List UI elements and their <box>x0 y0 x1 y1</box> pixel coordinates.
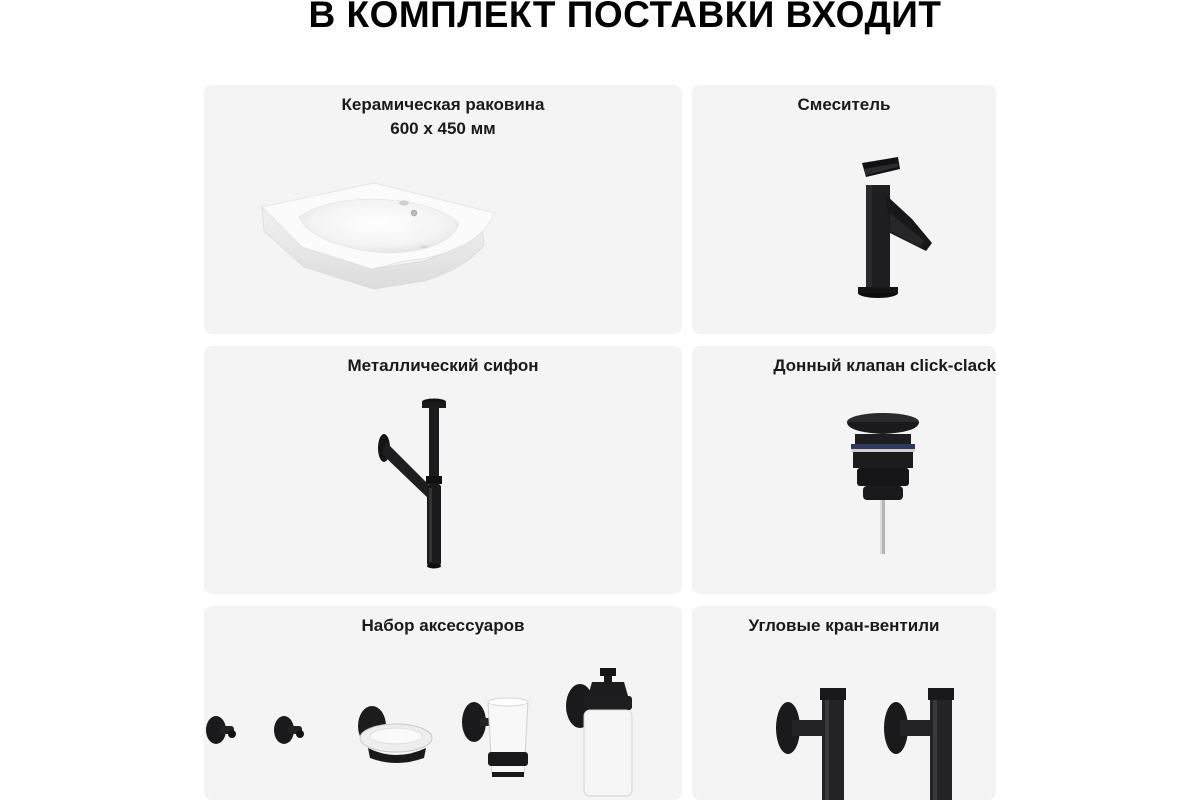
angle-valve-image <box>882 688 972 800</box>
towel-hook-image <box>204 712 238 750</box>
ceramic-sink-image <box>254 177 504 297</box>
product-card-faucet-mixer <box>692 85 996 334</box>
click-clack-drain-valve-image <box>837 412 932 562</box>
towel-hook-image <box>272 712 306 750</box>
soap-dish-image <box>350 704 434 768</box>
product-label-line1: Керамическая раковина <box>341 95 545 114</box>
product-label <box>692 93 996 117</box>
product-card-ceramic-sink <box>204 85 682 334</box>
product-label-line1: Угловые кран-вентили <box>748 616 940 635</box>
product-label <box>204 614 682 638</box>
product-label-line1: Смеситель <box>797 95 891 114</box>
faucet-mixer-image <box>850 155 935 305</box>
product-label-line2: 600 x 450 мм <box>390 119 496 138</box>
product-card-accessories-set <box>204 606 682 800</box>
product-label-line1: Металлический сифон <box>347 356 539 375</box>
product-label-line1: Набор аксессуаров <box>361 616 525 635</box>
product-card-angle-valves <box>692 606 996 800</box>
product-label-line1: Донный клапан click-clack <box>773 356 996 375</box>
product-label <box>204 354 682 378</box>
metal-siphon-image <box>374 398 474 573</box>
angle-valve-image <box>774 688 864 800</box>
product-label <box>692 614 996 638</box>
page-title: В КОМПЛЕКТ ПОСТАВКИ ВХОДИТ <box>308 0 942 35</box>
soap-dispenser-image <box>562 666 646 800</box>
product-card-click-clack-drain-valve <box>692 346 996 594</box>
tumbler-holder-image <box>458 692 534 784</box>
product-card-metal-siphon <box>204 346 682 594</box>
product-label <box>773 354 996 378</box>
product-label <box>204 93 682 141</box>
